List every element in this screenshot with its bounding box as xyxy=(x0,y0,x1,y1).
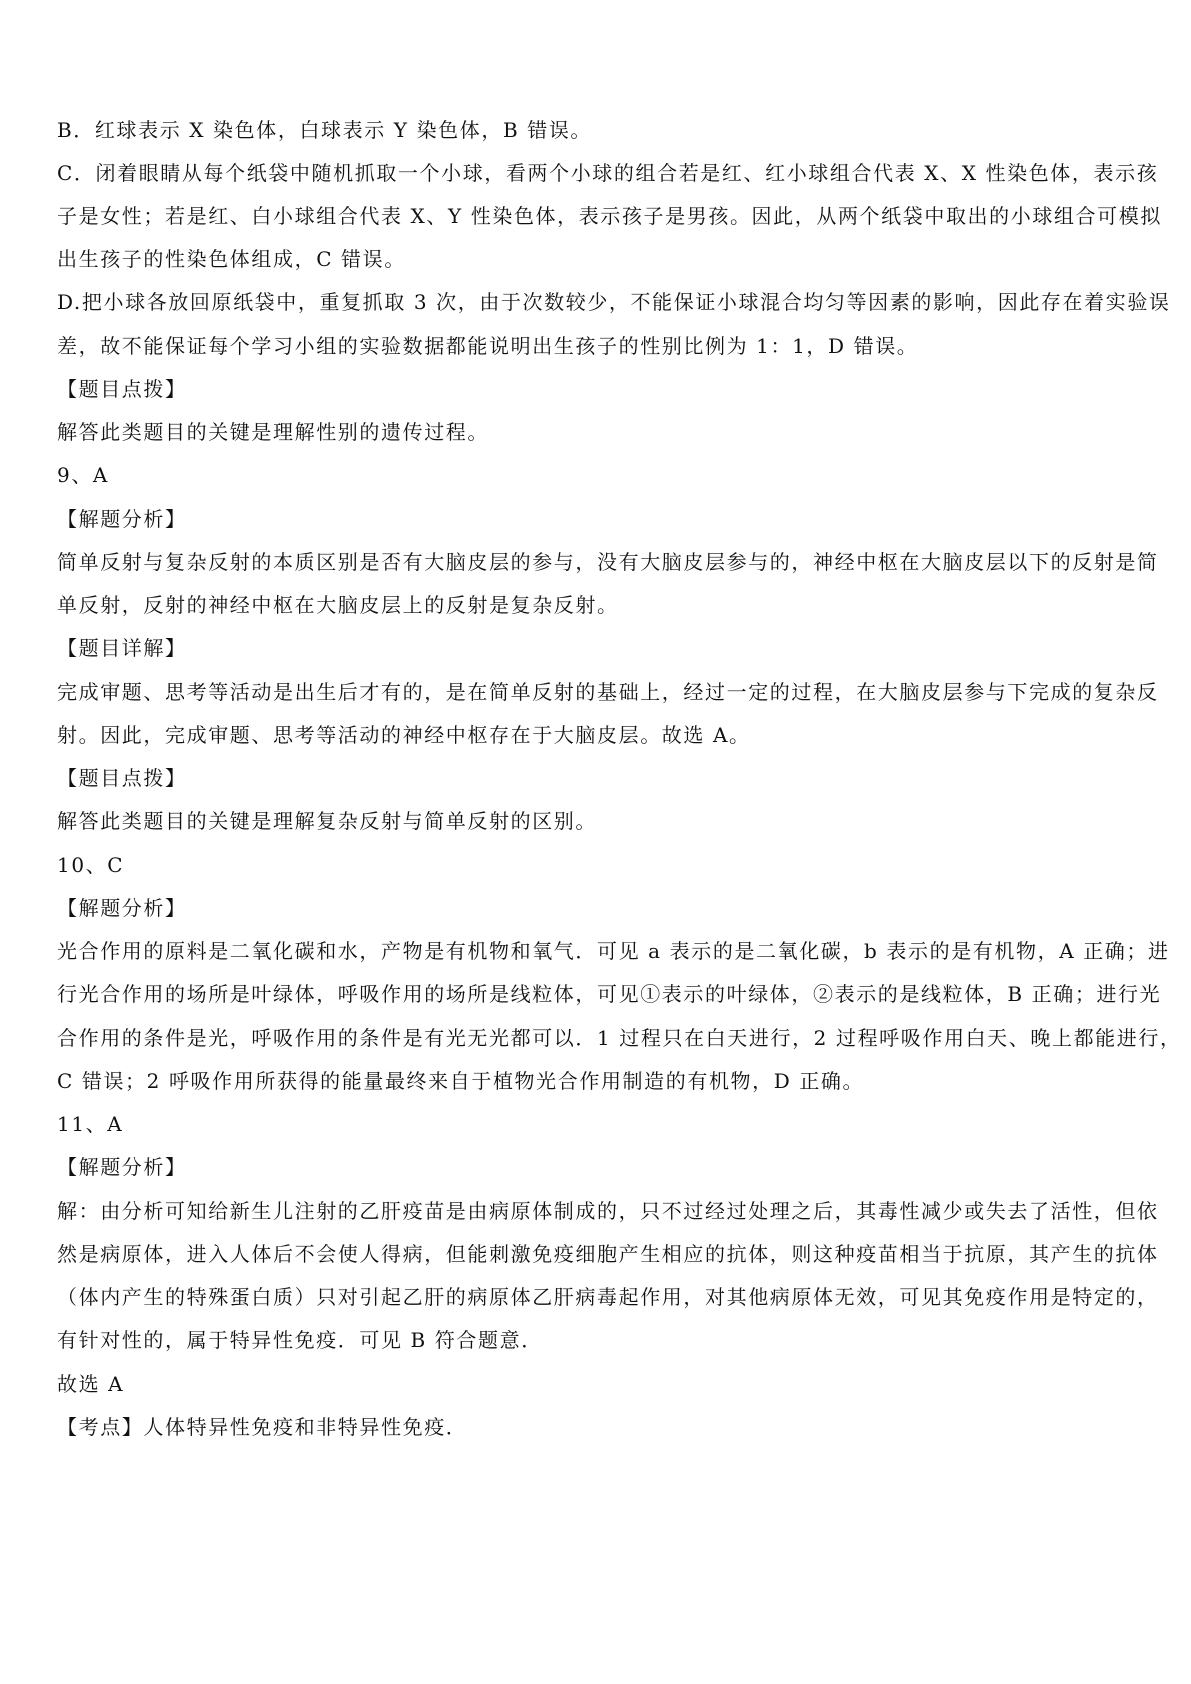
section-heading: 【解题分析】 xyxy=(57,1155,187,1179)
question-number: 9、A xyxy=(57,463,109,487)
text-line: 子是女性；若是红、白小球组合代表 X、Y 性染色体，表示孩子是男孩。因此，从两个纸袋中取出的小球组合可模拟 xyxy=(57,204,1162,228)
text-line: 简单反射与复杂反射的本质区别是否有大脑皮层的参与，没有大脑皮层参与的，神经中枢在大脑皮层以下的反射是简 xyxy=(57,550,1159,574)
text-line: 解答此类题目的关键是理解复杂反射与简单反射的区别。 xyxy=(57,809,597,833)
text-line: C．闭着眼睛从每个纸袋中随机抓取一个小球，看两个小球的组合若是红、红小球组合代表 X、X 性染色体，表示孩 xyxy=(57,161,1159,185)
section-heading: 【解题分析】 xyxy=(57,507,187,531)
section-heading: 【题目点拨】 xyxy=(57,766,187,790)
text-line: 行光合作用的场所是叶绿体，呼吸作用的场所是线粒体，可见①表示的叶绿体，②表示的是线粒体，B 正确；进行光 xyxy=(57,982,1162,1006)
question-number: 11、A xyxy=(57,1112,124,1136)
text-line: 合作用的条件是光，呼吸作用的条件是有光无光都可以．1 过程只在白天进行，2 过程呼吸作用白天、晚上都能进行， xyxy=(57,1026,1182,1050)
text-line: C 错误；2 呼吸作用所获得的能量最终来自于植物光合作用制造的有机物，D 正确。 xyxy=(57,1069,865,1093)
section-heading: 【解题分析】 xyxy=(57,896,187,920)
section-heading: 【题目点拨】 xyxy=(57,377,187,401)
text-line: 差，故不能保证每个学习小组的实验数据都能说明出生孩子的性别比例为 1：1，D 错误。 xyxy=(57,334,919,358)
text-line: 单反射，反射的神经中枢在大脑皮层上的反射是复杂反射。 xyxy=(57,593,619,617)
section-heading: 【考点】人体特异性免疫和非特异性免疫． xyxy=(57,1415,468,1439)
text-line: （体内产生的特殊蛋白质）只对引起乙肝的病原体乙肝病毒起作用，对其他病原体无效，可见其免疫作用是特定的， xyxy=(57,1285,1159,1309)
text-line: 解：由分析可知给新生儿注射的乙肝疫苗是由病原体制成的，只不过经过处理之后，其毒性减少或失去了活性，但依 xyxy=(57,1199,1159,1223)
text-line: 光合作用的原料是二氧化碳和水，产物是有机物和氧气．可见 a 表示的是二氧化碳，b 表示的是有机物，A 正确；进 xyxy=(57,939,1170,963)
text-line: D.把小球各放回原纸袋中，重复抓取 3 次，由于次数较少，不能保证小球混合均匀等因素的影响，因此存在着实验误 xyxy=(57,290,1171,314)
text-line: 出生孩子的性染色体组成，C 错误。 xyxy=(57,247,406,271)
question-number: 10、C xyxy=(57,853,125,877)
text-line: 故选 A xyxy=(57,1372,125,1396)
text-line: 解答此类题目的关键是理解性别的遗传过程。 xyxy=(57,420,489,444)
text-line: 完成审题、思考等活动是出生后才有的，是在简单反射的基础上，经过一定的过程，在大脑皮层参与下完成的复杂反 xyxy=(57,680,1159,704)
text-line: 然是病原体，进入人体后不会使人得病，但能刺激免疫细胞产生相应的抗体，则这种疫苗相当于抗原，其产生的抗体 xyxy=(57,1242,1159,1266)
text-line: 有针对性的，属于特异性免疫．可见 B 符合题意． xyxy=(57,1328,543,1352)
text-line: 射。因此，完成审题、思考等活动的神经中枢存在于大脑皮层。故选 A。 xyxy=(57,723,751,747)
text-line: B．红球表示 X 染色体，白球表示 Y 染色体，B 错误。 xyxy=(57,118,593,142)
section-heading: 【题目详解】 xyxy=(57,636,187,660)
